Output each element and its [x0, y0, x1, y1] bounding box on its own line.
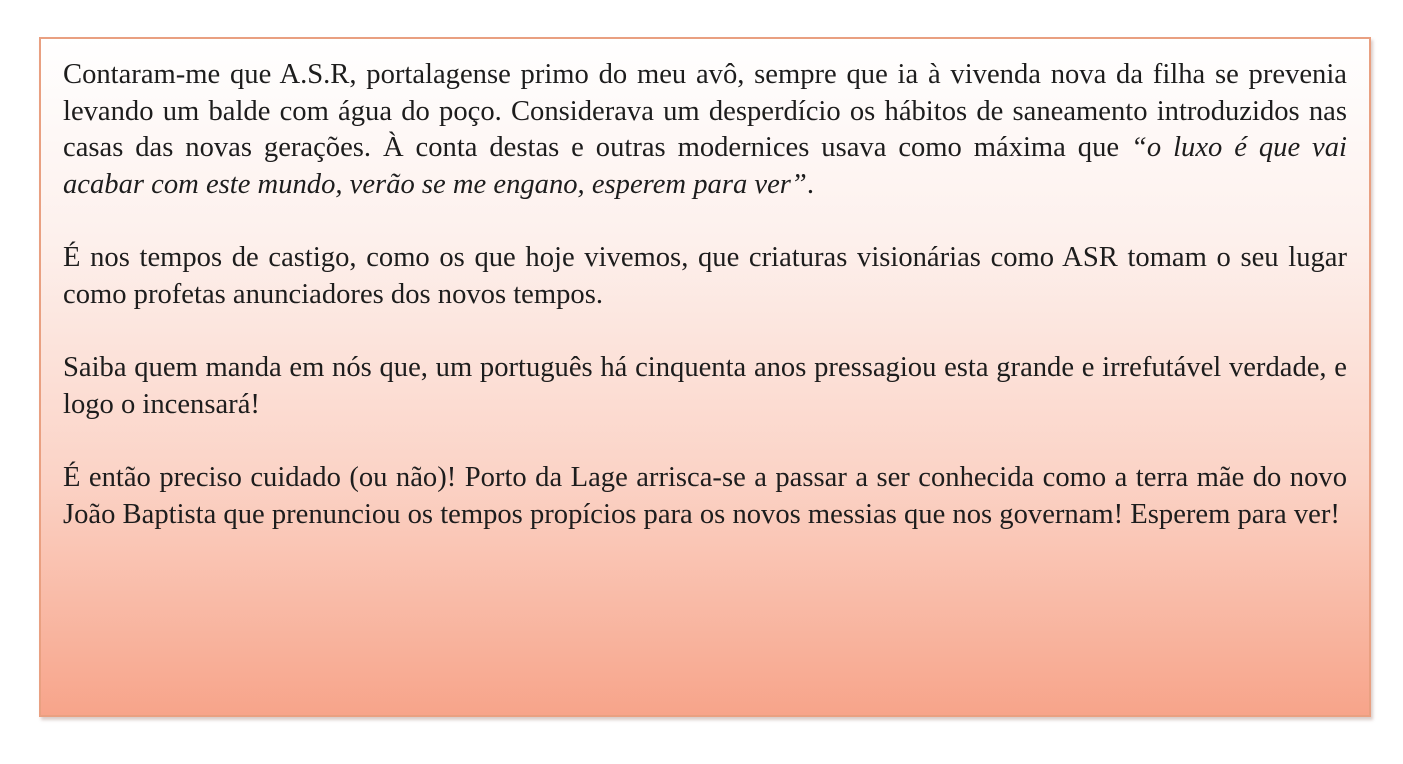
paragraph-1-lead: Contaram-me que A.S.R, portalagense primo do meu avô, sempre que ia à vivenda nova da filha se prevenia levando um balde com água do poço. Considerava um desperdício os hábitos de saneamento introduzidos nas casas das novas gerações. À conta destas e outras modernices usava como máxima que — [63, 59, 1347, 163]
paragraph-3: Saiba quem manda em nós que, um português há cinquenta anos pressagiou esta grande e irrefutável verdade, e logo o incensará! — [63, 352, 1347, 420]
paragraph-4: É então preciso cuidado (ou não)! Porto da Lage arrisca-se a passar a ser conhecida como a terra mãe do novo João Baptista que prenunciou os tempos propícios para os novos messias que nos governam! Esperem para ver! — [63, 462, 1347, 530]
paragraph-1-quote: “o luxo é que vai acabar com este mundo, verão se me engano, esperem para ver” — [63, 132, 1347, 200]
text-box — [39, 37, 1371, 717]
paragraph-1 — [63, 57, 1347, 203]
paragraph-2: É nos tempos de castigo, como os que hoje vivemos, que criaturas visionárias como ASR tomam o seu lugar como profetas anunciadores dos novos tempos. — [63, 242, 1347, 310]
paragraph-1-tail: . — [806, 168, 814, 200]
